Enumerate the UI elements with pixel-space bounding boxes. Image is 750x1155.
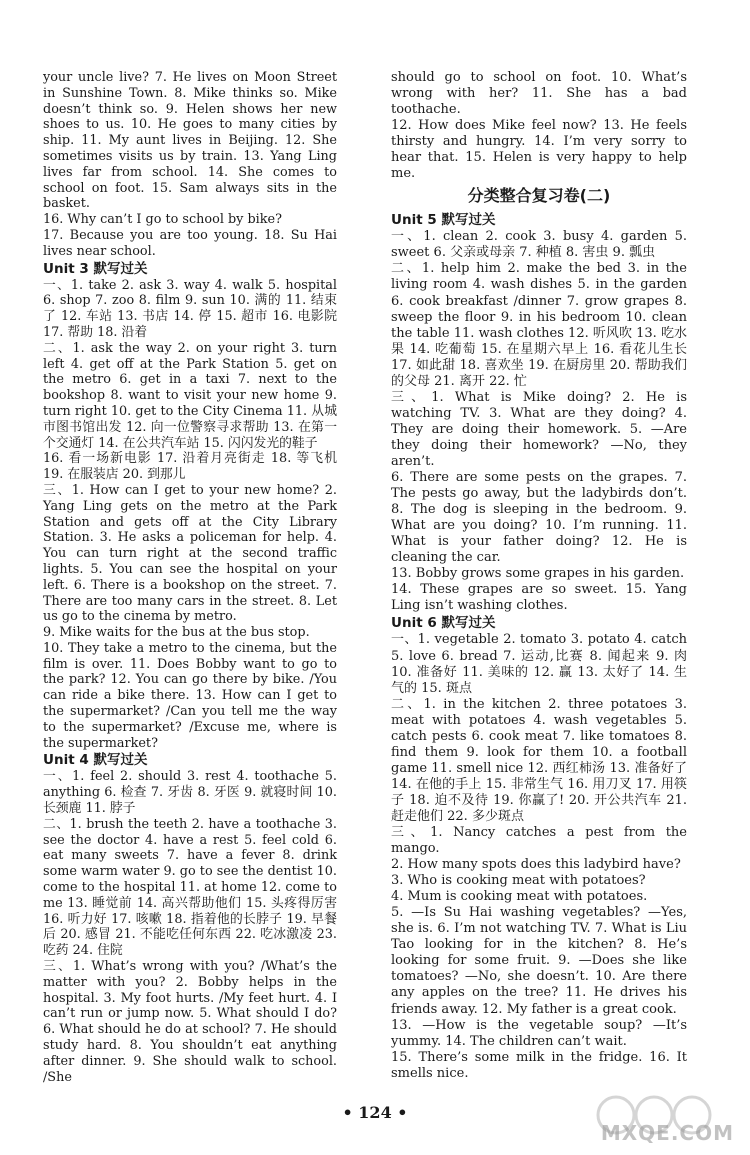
answer-paragraph: 一、1. clean 2. cook 3. busy 4. garden 5. sweet 6. 父亲或母亲 7. 种植 8. 害虫 9. 瓢虫 [391,229,687,261]
section-title: 分类整合复习卷(二) [467,186,611,206]
answer-paragraph: your uncle live? 7. He lives on Moon Street in Sunshine Town. 8. Mike thinks so. Mike doesn’t think so. 9. Helen shows her new shoes to us. 10. He goes to many cities by ship. 11. My aunt lives in Beijing. 12. She sometimes visits us by train. 13. Yang Ling lives far from school. 14. She comes to school on foot. 15. Sam always sits in the basket. [43,70,337,212]
right-column [391,70,687,1082]
answer-paragraph: 三、1. Nancy catches a pest from the mango. [391,825,687,857]
answer-paragraph: 10. They take a metro to the cinema, but the film is over. 11. Does Bobby want to go to the park? 12. You can go there by bike. /You can ride a bike there. 13. How can I get to the supermarket? /Can you tell me the way to the supermarket? /Excuse me, where is the supermarket? [43,640,337,751]
answer-paragraph: 二、1. in the kitchen 2. three potatoes 3. meat with potatoes 4. wash vegetables 5. catch pests 6. cook meat 7. like tomatoes 8. find them 9. look for them 10. a football game 11. smell nice 12. 西红柿汤 13. 准备好了 14. 在他的手上 15. 非常生气 16. 用刀叉 17. 用筷子 18. 迫不及待 19. 你赢了! 20. 开公共汽车 21. 赶走他们 22. 多少斑点 [391,696,687,824]
answer-paragraph: should go to school on foot. 10. What’s wrong with her? 11. She has a bad toothache. [391,70,687,118]
right-column-bottom [391,211,687,1081]
answer-paragraph: 一、1. take 2. ask 3. way 4. walk 5. hospital 6. shop 7. zoo 8. film 9. sun 10. 满的 11. 结束了 12. 车站 13. 书店 14. 停 15. 超市 16. 电影院 17. 帮助 18. 沿着 [43,277,337,340]
answer-paragraph: 二、1. brush the teeth 2. have a toothache 3. see the doctor 4. have a rest 5. feel cold 6. eat many sweets 7. have a fever 8. drink some warm water 9. go to see the dentist 10. come to the hospital 11. at home 12. come to me 13. 睡觉前 14. 高兴帮助他们 15. 头疼得厉害 16. 听力好 17. 咳嗽 18. 指着他的长脖子 19. 早餐后 20. 感冒 21. 不能吃任何东西 22. 吃冰激凌 23. 吃药 24. 住院 [43,816,337,959]
answer-paragraph: 三、1. What is Mike doing? 2. He is watching TV. 3. What are they doing? 4. They are doing their homework. 5. —Are they doing their homework? —No, they aren’t. [391,389,687,469]
answer-paragraph: 5. —Is Su Hai washing vegetables? —Yes, she is. 6. I’m not watching TV. 7. What is Liu Tao looking for in the kitchen? 8. He’s looking for some fruit. 9. —Does she like tomatoes? —No, she doesn’t. 10. Are there any apples on the tree? 11. He drives his friends away. 12. My father is a great cook. [391,905,687,1017]
answer-paragraph: 17. Because you are too young. 18. Su Hai lives near school. [43,227,337,259]
answer-paragraph: 二、1. ask the way 2. on your right 3. turn left 4. get off at the Park Station 5. get on the metro 6. get in a taxi 7. next to the bookshop 8. want to visit your new home 9. turn right 10. get to the City Cinema 11. 从城市图书馆出发 12. 向一位警察寻求帮助 13. 在第一个交通灯 14. 在公共汽车站 15. 闪闪发光的鞋子 [43,340,337,451]
answer-paragraph: 3. Who is cooking meat with potatoes? [391,873,646,889]
answer-paragraph: 一、1. vegetable 2. tomato 3. potato 4. catch 5. love 6. bread 7. 运动,比赛 8. 闻起来 9. 肉 10. 准备好 11. 美味的 12. 赢 13. 太好了 14. 生气的 15. 斑点 [391,632,687,696]
unit-heading: Unit 5 默写过关 [391,212,496,229]
right-column-top [391,70,687,182]
unit-heading: Unit 4 默写过关 [43,752,148,769]
answer-paragraph: 2. How many spots does this ladybird have? [391,857,681,873]
answer-paragraph: 16. Why can’t I go to school by bike? [43,212,282,228]
answer-paragraph: 4. Mum is cooking meat with potatoes. [391,889,648,905]
answer-paragraph: 三、1. How can I get to your new home? 2. Yang Ling gets on the metro at the Park Station and gets off at the City Library Station. 3. He asks a policeman for help. 4. You can turn right at the second traffic lights. 5. You can see the hospital on your left. 6. There is a bookshop on the street. 7. There are too many cars in the street. 8. Let us go to the cinema by metro. [43,482,337,625]
answer-paragraph: 12. How does Mike feel now? 13. He feels thirsty and hungry. 14. I’m very sorry to hear that. 15. Helen is very happy to help me. [391,118,687,182]
answer-paragraph: 一、1. feel 2. should 3. rest 4. toothache 5. anything 6. 检查 7. 牙齿 8. 牙医 9. 就寝时间 10. 长颈鹿 11. 脖子 [43,769,337,817]
page-number: • 124 • [342,1103,408,1122]
left-column [43,70,337,1085]
answer-paragraph: 13. —How is the vegetable soup? —It’s yummy. 14. The children can’t wait. [391,1017,687,1049]
unit-heading: Unit 3 默写过关 [43,260,148,277]
unit-heading: Unit 6 默写过关 [391,615,496,632]
answer-paragraph: 6. There are some pests on the grapes. 7. The pests go away, but the ladybirds don’t. 8. The dog is sleeping in the bedroom. 9. What are you doing? 10. I’m running. 11. What is your father doing? 12. He is cleaning the car. [391,470,687,566]
answer-paragraph: 13. Bobby grows some grapes in his garden. [391,566,685,582]
answer-paragraph: 15. There’s some milk in the fridge. 16. It smells nice. [391,1049,687,1081]
answer-paragraph: 9. Mike waits for the bus at the bus stop. [43,625,310,641]
answer-paragraph: 三、1. What’s wrong with you? /What’s the matter with you? 2. Bobby helps in the hospital. 3. My foot hurts. /My feet hurt. 4. I can’t run or jump now. 5. What should I do? 6. What should he do at school? 7. He should study hard. 8. You shouldn’t eat anything after dinner. 9. She should walk to school. /She [43,959,337,1085]
answer-paragraph: 14. These grapes are so sweet. 15. Yang Ling isn’t washing clothes. [391,582,687,614]
watermark-text: MXQE.COM [600,1121,734,1145]
answer-paragraph: 二、1. help him 2. make the bed 3. in the living room 4. wash dishes 5. in the garden 6. cook breakfast /dinner 7. grow grapes 8. sweep the floor 9. in his bedroom 10. clean the table 11. wash clothes 12. 听风吹 13. 吃水果 14. 吃葡萄 15. 在星期六早上 16. 看花儿生长 17. 如此甜 18. 喜欢坐 19. 在厨房里 20. 帮助我们的父母 21. 离开 22. 忙 [391,261,687,389]
answer-paragraph: 16. 看一场新电影 17. 沿着月亮街走 18. 等飞机 19. 在服装店 20. 到那儿 [43,451,337,483]
